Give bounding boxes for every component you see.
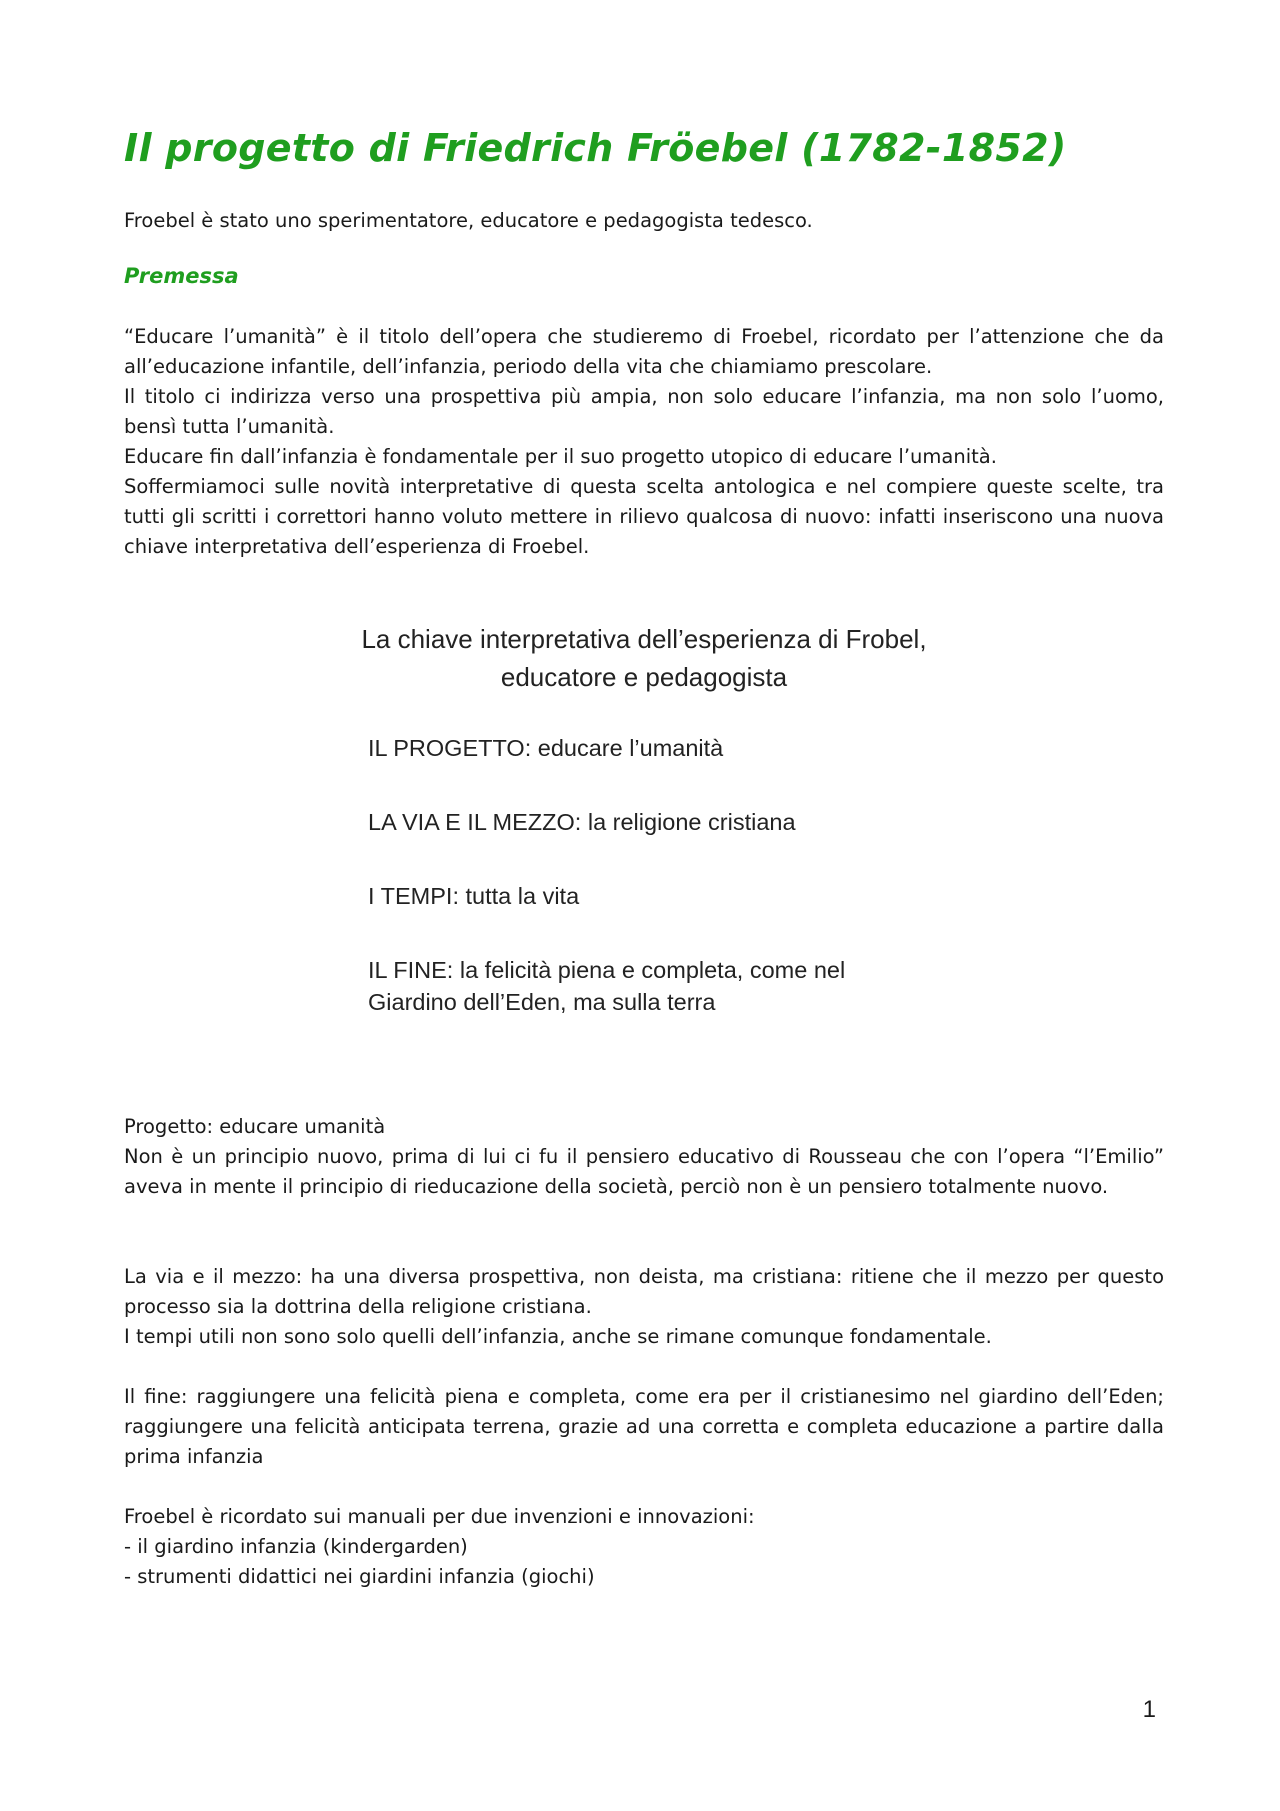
figure-item-via: LA VIA E IL MEZZO: la religione cristiana [368, 809, 796, 835]
inventions-intro: Froebel è ricordato sui manuali per due invenzioni e innovazioni: [124, 1505, 755, 1528]
figure-item-tempi: I TEMPI: tutta la vita [368, 883, 580, 909]
via-section [124, 1262, 1164, 1352]
premessa-paragraph: “Educare l’umanità” è il titolo dell’opera che studieremo di Froebel, ricordato per l’attenzione che da all’educazione infantile, dell’infanzia, periodo della vita che chiamiamo prescolare. [124, 325, 1164, 378]
figure-title-line: La chiave interpretativa dell’esperienza di Frobel, [361, 624, 927, 654]
inventions-section [124, 1502, 1164, 1592]
figure-list [368, 732, 845, 1018]
progetto-section [124, 1112, 1164, 1202]
fine-section [124, 1382, 1164, 1472]
tempi-text: I tempi utili non sono solo quelli dell’infanzia, anche se rimane comunque fondamentale. [124, 1325, 992, 1348]
page-number: 1 [1142, 1696, 1156, 1723]
figure-title-line: educatore e pedagogista [500, 662, 788, 692]
document-title: Il progetto di Friedrich Fröebel (1782-1852) [124, 126, 1067, 170]
figure-item-line: IL FINE: la felicità piena e completa, come nel [368, 957, 846, 983]
via-text: La via e il mezzo: ha una diversa prospettiva, non deista, ma cristiana: ritiene che il mezzo per questo processo sia la dottrina della religione cristiana. [124, 1265, 1164, 1318]
progetto-text: Non è un principio nuovo, prima di lui ci fu il pensiero educativo di Rousseau che con l’opera “l’Emilio” aveva in mente il principio di rieducazione della società, perciò non è un pensiero totalmente nuovo. [124, 1145, 1164, 1198]
fine-text: Il fine: raggiungere una felicità piena e completa, come era per il cristianesimo nel giardino dell’Eden; raggiungere una felicità anticipata terrena, grazie ad una corretta e completa educazione a partire dalla prima infanzia [124, 1385, 1164, 1468]
figure-item-progetto: IL PROGETTO: educare l’umanità [368, 735, 724, 761]
premessa-section [124, 322, 1164, 562]
key-interpretation-figure [124, 620, 1164, 1040]
figure-item-line: Giardino dell’Eden, ma sulla terra [368, 989, 716, 1015]
figure-title [124, 620, 1164, 696]
intro-paragraph: Froebel è stato uno sperimentatore, educatore e pedagogista tedesco. [124, 209, 813, 232]
progetto-label: Progetto: educare umanità [124, 1115, 386, 1138]
figure-item-fine [368, 954, 845, 1018]
premessa-paragraph: Educare fin dall’infanzia è fondamentale per il suo progetto utopico di educare l’umanità. [124, 445, 997, 468]
premessa-paragraph: Il titolo ci indirizza verso una prospettiva più ampia, non solo educare l’infanzia, ma non solo l’uomo, bensì tutta l’umanità. [124, 385, 1164, 438]
section-heading-premessa: Premessa [124, 264, 239, 288]
premessa-paragraph: Soffermiamoci sulle novità interpretative di questa scelta antologica e nel compiere queste scelte, tra tutti gli scritti i correttori hanno voluto mettere in rilievo qualcosa di nuovo: infatti inseriscono una nuova chiave interpretativa dell’esperienza di Froebel. [124, 475, 1164, 558]
inventions-item: - il giardino infanzia (kindergarden) [124, 1535, 468, 1558]
document-page [124, 0, 1164, 1811]
inventions-item: - strumenti didattici nei giardini infanzia (giochi) [124, 1565, 595, 1588]
